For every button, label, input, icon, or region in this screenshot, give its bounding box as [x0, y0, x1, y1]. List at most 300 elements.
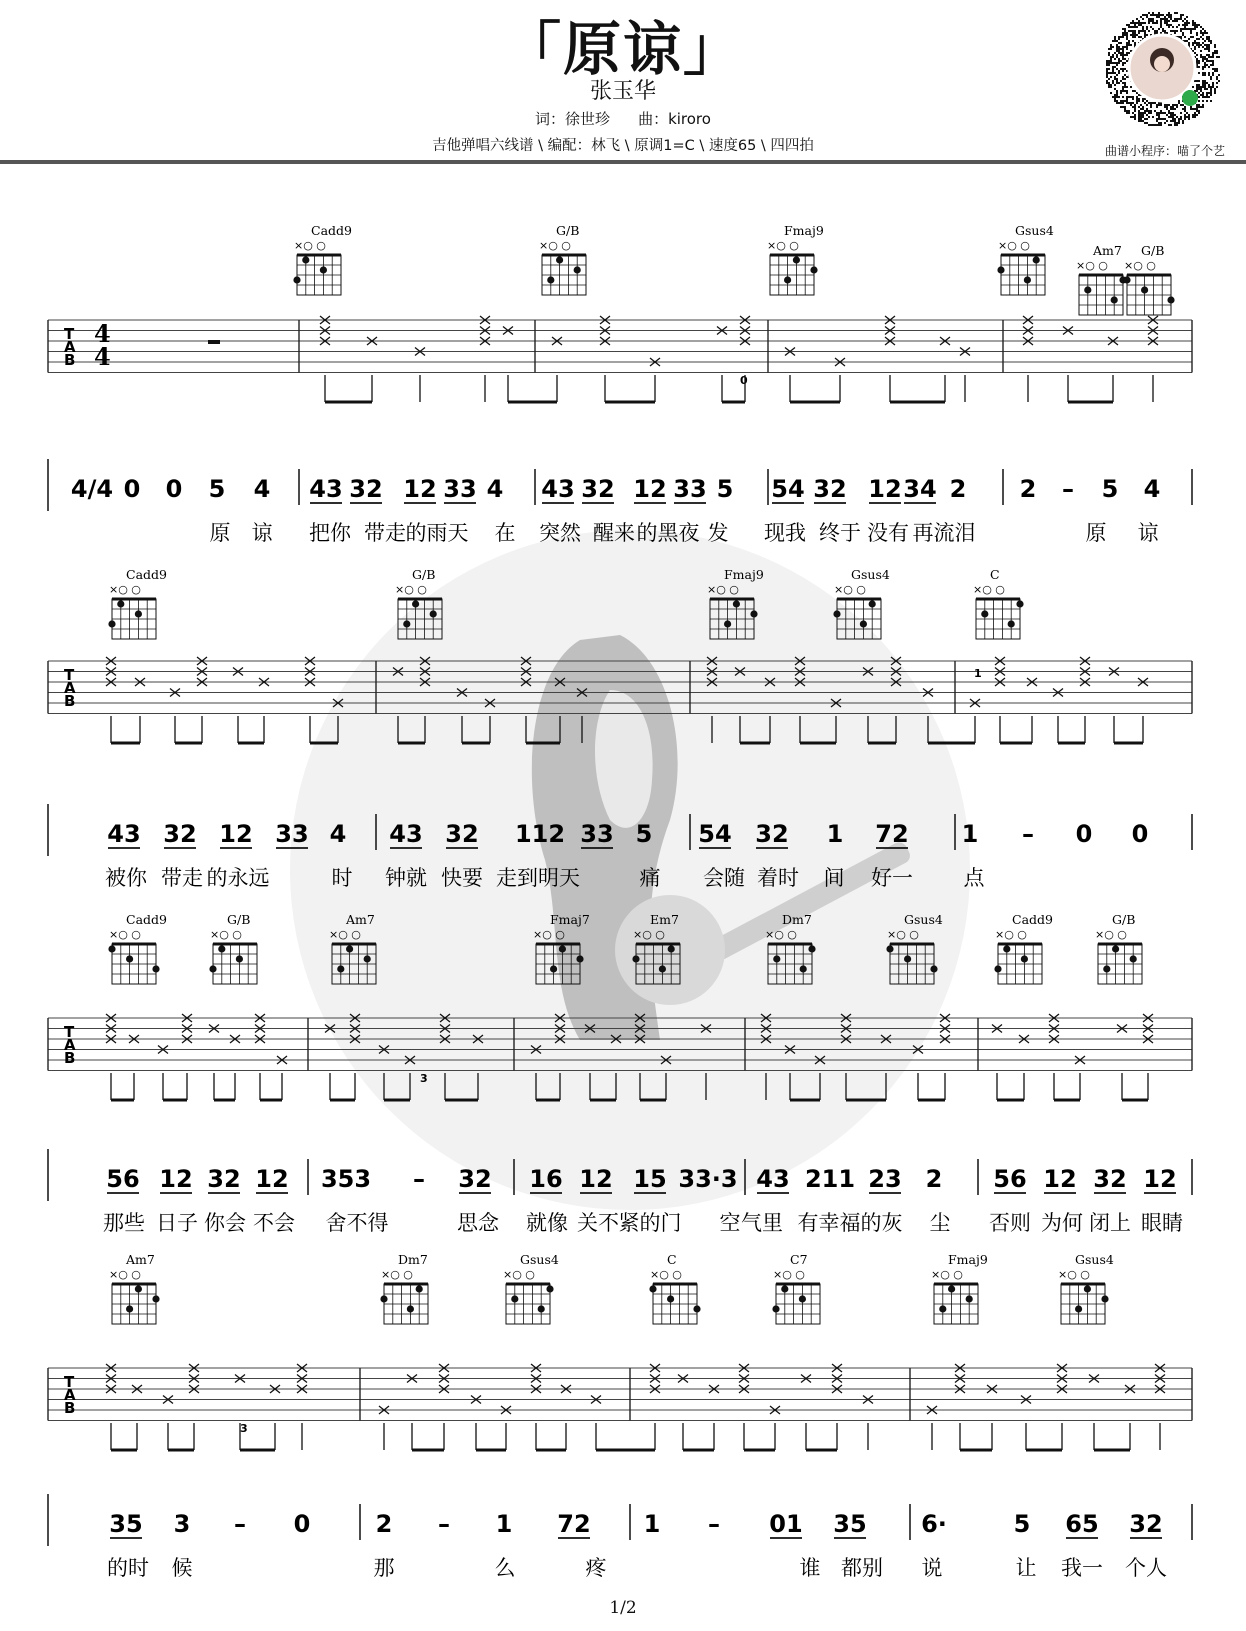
lyric-text: 我一: [1061, 1556, 1103, 1580]
tab-clef-t: T: [64, 1373, 75, 1391]
credits: [0, 108, 1246, 129]
tab-clef-group: [64, 1373, 76, 1417]
chord-diagram: [539, 239, 586, 295]
tab-clef-a: A: [64, 1036, 76, 1054]
finger-dot: [346, 945, 353, 952]
finger-dot: [550, 965, 557, 972]
jianpu-note: 32: [581, 475, 615, 503]
jianpu-note: 12: [1143, 1165, 1177, 1193]
chord-diagram: [1076, 259, 1127, 315]
finger-dot: [1101, 1295, 1108, 1302]
finger-dot: [293, 276, 300, 283]
jianpu-note: 12: [579, 1165, 613, 1193]
finger-dot: [547, 276, 554, 283]
chord-diagram: [772, 1268, 820, 1324]
jianpu-note: 33: [673, 475, 707, 503]
finger-dot: [559, 945, 566, 952]
finger-dot: [733, 600, 740, 607]
lyric-text: 快要: [441, 866, 483, 890]
chord-diagram: [1095, 928, 1142, 984]
system-2-jianpu: [0, 800, 1246, 910]
jianpu-note: 0: [123, 475, 141, 503]
tab-clef-a: A: [64, 679, 76, 697]
finger-dot: [117, 600, 124, 607]
chord-name: Gsus4: [1075, 1252, 1114, 1267]
finger-dot: [966, 1295, 973, 1302]
finger-dot: [833, 610, 840, 617]
finger-dot: [939, 1305, 946, 1312]
tab-clef-a: A: [64, 338, 76, 356]
lyric-text: 就像: [526, 1211, 568, 1235]
lyric-text: 么: [494, 1556, 516, 1580]
open-string-marks: ×○ ○: [773, 1268, 805, 1281]
finger-dot: [337, 965, 344, 972]
lyric-text: 疼: [585, 1556, 607, 1580]
open-string-marks: ×○ ○: [329, 928, 361, 941]
lyric-text: 紧的门: [618, 1211, 682, 1235]
lyric-text: 的黑夜: [636, 521, 700, 545]
finger-dot: [1103, 965, 1110, 972]
lyric-text: 的雨天: [405, 521, 469, 545]
finger-dot: [218, 945, 225, 952]
tab-clef-b: B: [64, 1049, 76, 1067]
open-string-marks: ×○ ○: [533, 928, 565, 941]
open-string-marks: ×○ ○: [707, 583, 739, 596]
lyric-text: 点: [963, 866, 985, 890]
artist-name: 张玉华: [589, 79, 656, 104]
finger-dot: [781, 1285, 788, 1292]
chord-diagrams: [126, 912, 1135, 927]
jianpu-note: 5: [208, 475, 226, 503]
jianpu-note: 15: [633, 1165, 667, 1193]
finger-dot: [302, 256, 309, 263]
lyric-text: 关不: [577, 1211, 619, 1235]
header-divider: [0, 160, 1246, 164]
finger-dot: [320, 266, 327, 273]
chord-diagram: [707, 583, 758, 639]
lyric-text: 让: [1015, 1556, 1037, 1580]
score-meta: 吉他弹唱六线谱 \ 编配：林飞 \ 原调1=C \ 速度65 \ 四四拍: [432, 138, 814, 154]
finger-dot: [948, 1285, 955, 1292]
time-sig-bottom: 4: [94, 342, 111, 371]
jianpu-note: 12: [255, 1165, 289, 1193]
chord-diagrams: [311, 223, 1164, 258]
jianpu-note: 12: [219, 820, 253, 848]
open-string-marks: ×○ ○: [995, 928, 1027, 941]
chord-name: Dm7: [782, 912, 812, 927]
tab-clef-b: B: [64, 351, 76, 369]
lyric-text: 原: [209, 521, 231, 545]
jianpu-note: 12: [159, 1165, 193, 1193]
finger-dot: [1111, 296, 1118, 303]
tab-clef-group: [64, 1023, 76, 1067]
jianpu-note: 3: [173, 1510, 191, 1538]
jianpu-note: 4: [486, 475, 504, 503]
chord-name: Fmaj9: [784, 223, 824, 238]
chord-name: Cadd9: [126, 567, 167, 582]
chord-diagram: [767, 239, 818, 295]
tab-clef-group: [64, 666, 76, 710]
lyric-text: 带走: [364, 521, 406, 545]
chord-diagram: [108, 928, 159, 984]
lyric-text: 现我: [764, 521, 806, 545]
page-title: 「原谅」: [502, 15, 743, 83]
chord-diagram: [997, 239, 1045, 295]
lyric-text: 气里: [741, 1211, 783, 1235]
chord-diagram: [649, 1268, 700, 1324]
chord-diagram: [329, 928, 376, 984]
finger-dot: [1021, 955, 1028, 962]
chord-diagrams: [126, 567, 1000, 582]
jianpu-note: 16: [529, 1165, 563, 1193]
jianpu-note: 12: [403, 475, 437, 503]
open-string-marks: ×○ ○: [294, 239, 326, 252]
finger-dot: [724, 620, 731, 627]
finger-dot: [403, 620, 410, 627]
jianpu-note: –: [1062, 475, 1074, 503]
jianpu-note: 65: [1065, 1510, 1099, 1538]
finger-dot: [930, 965, 937, 972]
chord-diagram: [533, 928, 584, 984]
page-number: 1/2: [609, 1598, 637, 1618]
jianpu-note: 12: [868, 475, 902, 503]
lyric-text: 候: [171, 1556, 193, 1580]
jianpu-note: 5: [1101, 475, 1119, 503]
open-string-marks: ×○ ○: [109, 1268, 141, 1281]
jianpu-note: 23: [868, 1165, 902, 1193]
open-string-marks: ×○ ○: [210, 928, 242, 941]
jianpu-note: 33: [275, 820, 309, 848]
chord-diagram: [931, 1268, 978, 1324]
lyric-text: 着时: [757, 866, 799, 890]
chord-name: Cadd9: [1012, 912, 1053, 927]
finger-dot: [1167, 296, 1174, 303]
jianpu-note: 12: [633, 475, 667, 503]
finger-dot: [659, 965, 666, 972]
jianpu-note: 32: [207, 1165, 241, 1193]
lyric-text: 带走: [161, 866, 203, 890]
jianpu-note: –: [234, 1510, 246, 1538]
lyric-text: 间: [823, 866, 845, 890]
lyric-text: 再流泪: [912, 521, 976, 545]
jianpu-note: 43: [756, 1165, 790, 1193]
lyric-text: 把你: [309, 521, 351, 545]
jianpu-note: 32: [755, 820, 789, 848]
lyric-text: 谅: [251, 521, 273, 545]
jianpu-note: 43: [389, 820, 423, 848]
chord-name: G/B: [1112, 912, 1136, 927]
chord-diagram: [1058, 1268, 1109, 1324]
finger-dot: [784, 276, 791, 283]
finger-dot: [667, 1295, 674, 1302]
jianpu-note: 33·3: [678, 1165, 738, 1193]
chord-diagram: [109, 1268, 160, 1324]
jianpu-note: 4: [329, 820, 347, 848]
jianpu-note: 56: [993, 1165, 1027, 1193]
jianpu-note: 33: [443, 475, 477, 503]
lyric-text: 那: [373, 1556, 395, 1580]
finger-dot: [886, 945, 893, 952]
system-4-jianpu: [0, 1490, 1246, 1600]
tab-fret-number: 3: [420, 1072, 428, 1085]
lyric-text: 不会: [253, 1211, 295, 1235]
lyric-text: 时: [331, 866, 353, 890]
chord-name: Gsus4: [904, 912, 943, 927]
jianpu-note: 1: [826, 820, 844, 848]
chord-name: Gsus4: [520, 1252, 559, 1267]
chord-diagram: [503, 1268, 554, 1324]
finger-dot: [152, 1295, 159, 1302]
jianpu-note: 54: [698, 820, 732, 848]
jianpu-note: 32: [813, 475, 847, 503]
finger-dot: [649, 1285, 656, 1292]
lyric-text: 在: [494, 521, 516, 545]
jianpu-note: 72: [875, 820, 909, 848]
open-string-marks: ×○ ○: [973, 583, 1005, 596]
lyric-text: 没有: [867, 521, 909, 545]
open-string-marks: ×○ ○: [1124, 259, 1156, 272]
jianpu-note: 5: [716, 475, 734, 503]
jianpu-note: 0: [165, 475, 183, 503]
chord-name: Dm7: [398, 1252, 428, 1267]
jianpu-note: 12: [1043, 1165, 1077, 1193]
finger-dot: [135, 610, 142, 617]
finger-dot: [1084, 1285, 1091, 1292]
chord-name: Em7: [650, 912, 679, 927]
finger-dot: [412, 600, 419, 607]
finger-dot: [1084, 286, 1091, 293]
open-string-marks: ×○ ○: [109, 928, 141, 941]
chord-name: Fmaj7: [550, 912, 590, 927]
chord-diagram: [973, 583, 1024, 639]
chord-name: Fmaj9: [724, 567, 764, 582]
chord-diagram: [108, 583, 156, 639]
finger-dot: [1008, 620, 1015, 627]
tab-clef-t: T: [64, 666, 75, 684]
lyric-text: 的时: [107, 1556, 149, 1580]
chord-name: G/B: [227, 912, 251, 927]
jianpu-note: 4/4: [70, 475, 114, 503]
chord-name: Gsus4: [1015, 223, 1054, 238]
finger-dot: [693, 1305, 700, 1312]
chord-name: Gsus4: [851, 567, 890, 582]
jianpu-note: 43: [107, 820, 141, 848]
jianpu-note: 01: [769, 1510, 803, 1538]
chord-name: G/B: [412, 567, 436, 582]
jianpu-note: 112: [514, 820, 566, 848]
jianpu-note: 43: [309, 475, 343, 503]
tab-clef-group: [64, 319, 111, 371]
open-string-marks: ×○ ○: [931, 1268, 963, 1281]
open-string-marks: ×○ ○: [1095, 928, 1127, 941]
finger-dot: [1033, 256, 1040, 263]
lyric-text: 醒来: [593, 521, 635, 545]
chord-name: Cadd9: [126, 912, 167, 927]
jianpu-note: 2: [1019, 475, 1037, 503]
finger-dot: [416, 1285, 423, 1292]
jianpu-note: –: [413, 1165, 425, 1193]
lyric-text: 发: [707, 521, 729, 545]
tab-clef-a: A: [64, 1386, 76, 1404]
finger-dot: [810, 266, 817, 273]
jianpu-note: 1: [495, 1510, 513, 1538]
composer: 曲：kiroro: [638, 110, 711, 128]
jianpu-note: 32: [163, 820, 197, 848]
lyric-text: 空: [719, 1211, 741, 1235]
finger-dot: [546, 1285, 553, 1292]
lyric-text: 被你: [105, 866, 147, 890]
chord-name: Am7: [126, 1252, 155, 1267]
finger-dot: [1016, 600, 1023, 607]
lyric-text: 原: [1085, 521, 1107, 545]
lyric-text: 舍不得: [325, 1211, 389, 1235]
open-string-marks: ×○ ○: [1058, 1268, 1090, 1281]
finger-dot: [135, 1285, 142, 1292]
lyric-text: 闭上: [1089, 1211, 1131, 1235]
jianpu-note: 32: [1093, 1165, 1127, 1193]
qr-caption: 曲谱小程序：喵了个艺: [1104, 144, 1225, 158]
finger-dot: [799, 1295, 806, 1302]
jianpu-note: 353: [320, 1165, 372, 1193]
tab-fret-number: 1: [974, 667, 982, 680]
finger-dot: [576, 955, 583, 962]
open-string-marks: ×○ ○: [1076, 259, 1108, 272]
finger-dot: [997, 266, 1004, 273]
open-string-marks: ×○ ○: [998, 239, 1030, 252]
finger-dot: [556, 256, 563, 263]
jianpu-note: 32: [458, 1165, 492, 1193]
lyric-text: 说: [921, 1556, 943, 1580]
jianpu-note: 54: [771, 475, 805, 503]
tab-clef-t: T: [64, 1023, 75, 1041]
finger-dot: [236, 955, 243, 962]
lyric-text: 日子: [156, 1211, 198, 1235]
finger-dot: [108, 620, 115, 627]
chord-name: C: [667, 1252, 677, 1267]
jianpu-note: 2: [375, 1510, 393, 1538]
lyric-text: 突然: [539, 521, 581, 545]
lyric-text: 有幸福的灰: [797, 1211, 903, 1235]
whole-rest: [208, 340, 220, 344]
jianpu-note: –: [438, 1510, 450, 1538]
chord-name: C: [990, 567, 1000, 582]
chord-name: Am7: [1093, 243, 1122, 258]
tab-fret-number: 3: [240, 1422, 248, 1435]
open-string-marks: ×○ ○: [633, 928, 665, 941]
chord-diagram: [994, 928, 1042, 984]
finger-dot: [1123, 276, 1130, 283]
finger-dot: [574, 266, 581, 273]
finger-dot: [1024, 276, 1031, 283]
tab-fret-number: 0: [740, 374, 748, 387]
chord-diagram: [1123, 259, 1174, 315]
open-string-marks: ×○ ○: [887, 928, 919, 941]
lyric-text: 走到明天: [496, 866, 580, 890]
chord-name: G/B: [1141, 243, 1165, 258]
finger-dot: [981, 610, 988, 617]
time-sig-top: 4: [94, 319, 111, 348]
tab-clef-t: T: [64, 325, 75, 343]
chord-name: Fmaj9: [948, 1252, 988, 1267]
jianpu-note: 35: [833, 1510, 867, 1538]
jianpu-note: 2: [949, 475, 967, 503]
jianpu-note: 1: [961, 820, 979, 848]
lyric-text: 尘: [929, 1211, 951, 1235]
jianpu-note: 34: [903, 475, 937, 503]
open-string-marks: ×○ ○: [765, 928, 797, 941]
open-string-marks: ×○ ○: [381, 1268, 413, 1281]
jianpu-note: 0: [293, 1510, 311, 1538]
finger-dot: [773, 955, 780, 962]
lyric-text: 那些: [103, 1211, 145, 1235]
chord-name: G/B: [556, 223, 580, 238]
finger-dot: [1141, 286, 1148, 293]
jianpu-note: 33: [580, 820, 614, 848]
chord-name: Cadd9: [311, 223, 352, 238]
finger-dot: [364, 955, 371, 962]
chord-diagram: [833, 583, 881, 639]
finger-dot: [668, 945, 675, 952]
open-string-marks: ×○ ○: [503, 1268, 535, 1281]
open-string-marks: ×○ ○: [109, 583, 141, 596]
finger-dot: [860, 620, 867, 627]
lyric-text: 的永远: [206, 866, 270, 890]
chord-diagram: [293, 239, 341, 295]
tab-clef-b: B: [64, 1399, 76, 1417]
lyric-text: 都别: [841, 1556, 883, 1580]
lyric-text: 痛: [639, 866, 661, 890]
jianpu-note: 35: [109, 1510, 143, 1538]
finger-dot: [1112, 945, 1119, 952]
chord-name: C7: [790, 1252, 808, 1267]
jianpu-note: 0: [1131, 820, 1149, 848]
lyric-text: 否则: [989, 1211, 1031, 1235]
finger-dot: [904, 955, 911, 962]
finger-dot: [430, 610, 437, 617]
lyric-text: 好一: [871, 866, 913, 890]
jianpu-note: 32: [1129, 1510, 1163, 1538]
finger-dot: [407, 1305, 414, 1312]
qr-code[interactable]: [1102, 8, 1222, 128]
finger-dot: [1130, 955, 1137, 962]
lyric-text: 为何: [1041, 1211, 1083, 1235]
finger-dot: [800, 965, 807, 972]
open-string-marks: ×○ ○: [834, 583, 866, 596]
lyric-text: 谅: [1137, 521, 1159, 545]
chord-diagram: [765, 928, 816, 984]
tab-clef-b: B: [64, 692, 76, 710]
lyric-text: 个人: [1125, 1556, 1167, 1580]
jianpu-note: 1: [643, 1510, 661, 1538]
lyric-text: 终于: [819, 521, 861, 545]
lyric-text: 思念: [457, 1211, 499, 1235]
open-string-marks: ×○ ○: [539, 239, 571, 252]
finger-dot: [772, 1305, 779, 1312]
chord-diagrams: [125, 1252, 1114, 1267]
finger-dot: [511, 1295, 518, 1302]
lyric-text: 钟就: [385, 866, 427, 890]
finger-dot: [108, 945, 115, 952]
finger-dot: [1075, 1305, 1082, 1312]
chord-diagram: [395, 583, 442, 639]
jianpu-note: 32: [349, 475, 383, 503]
finger-dot: [380, 1295, 387, 1302]
finger-dot: [538, 1305, 545, 1312]
jianpu-note: 32: [445, 820, 479, 848]
finger-dot: [750, 610, 757, 617]
finger-dot: [126, 955, 133, 962]
finger-dot: [994, 965, 1001, 972]
